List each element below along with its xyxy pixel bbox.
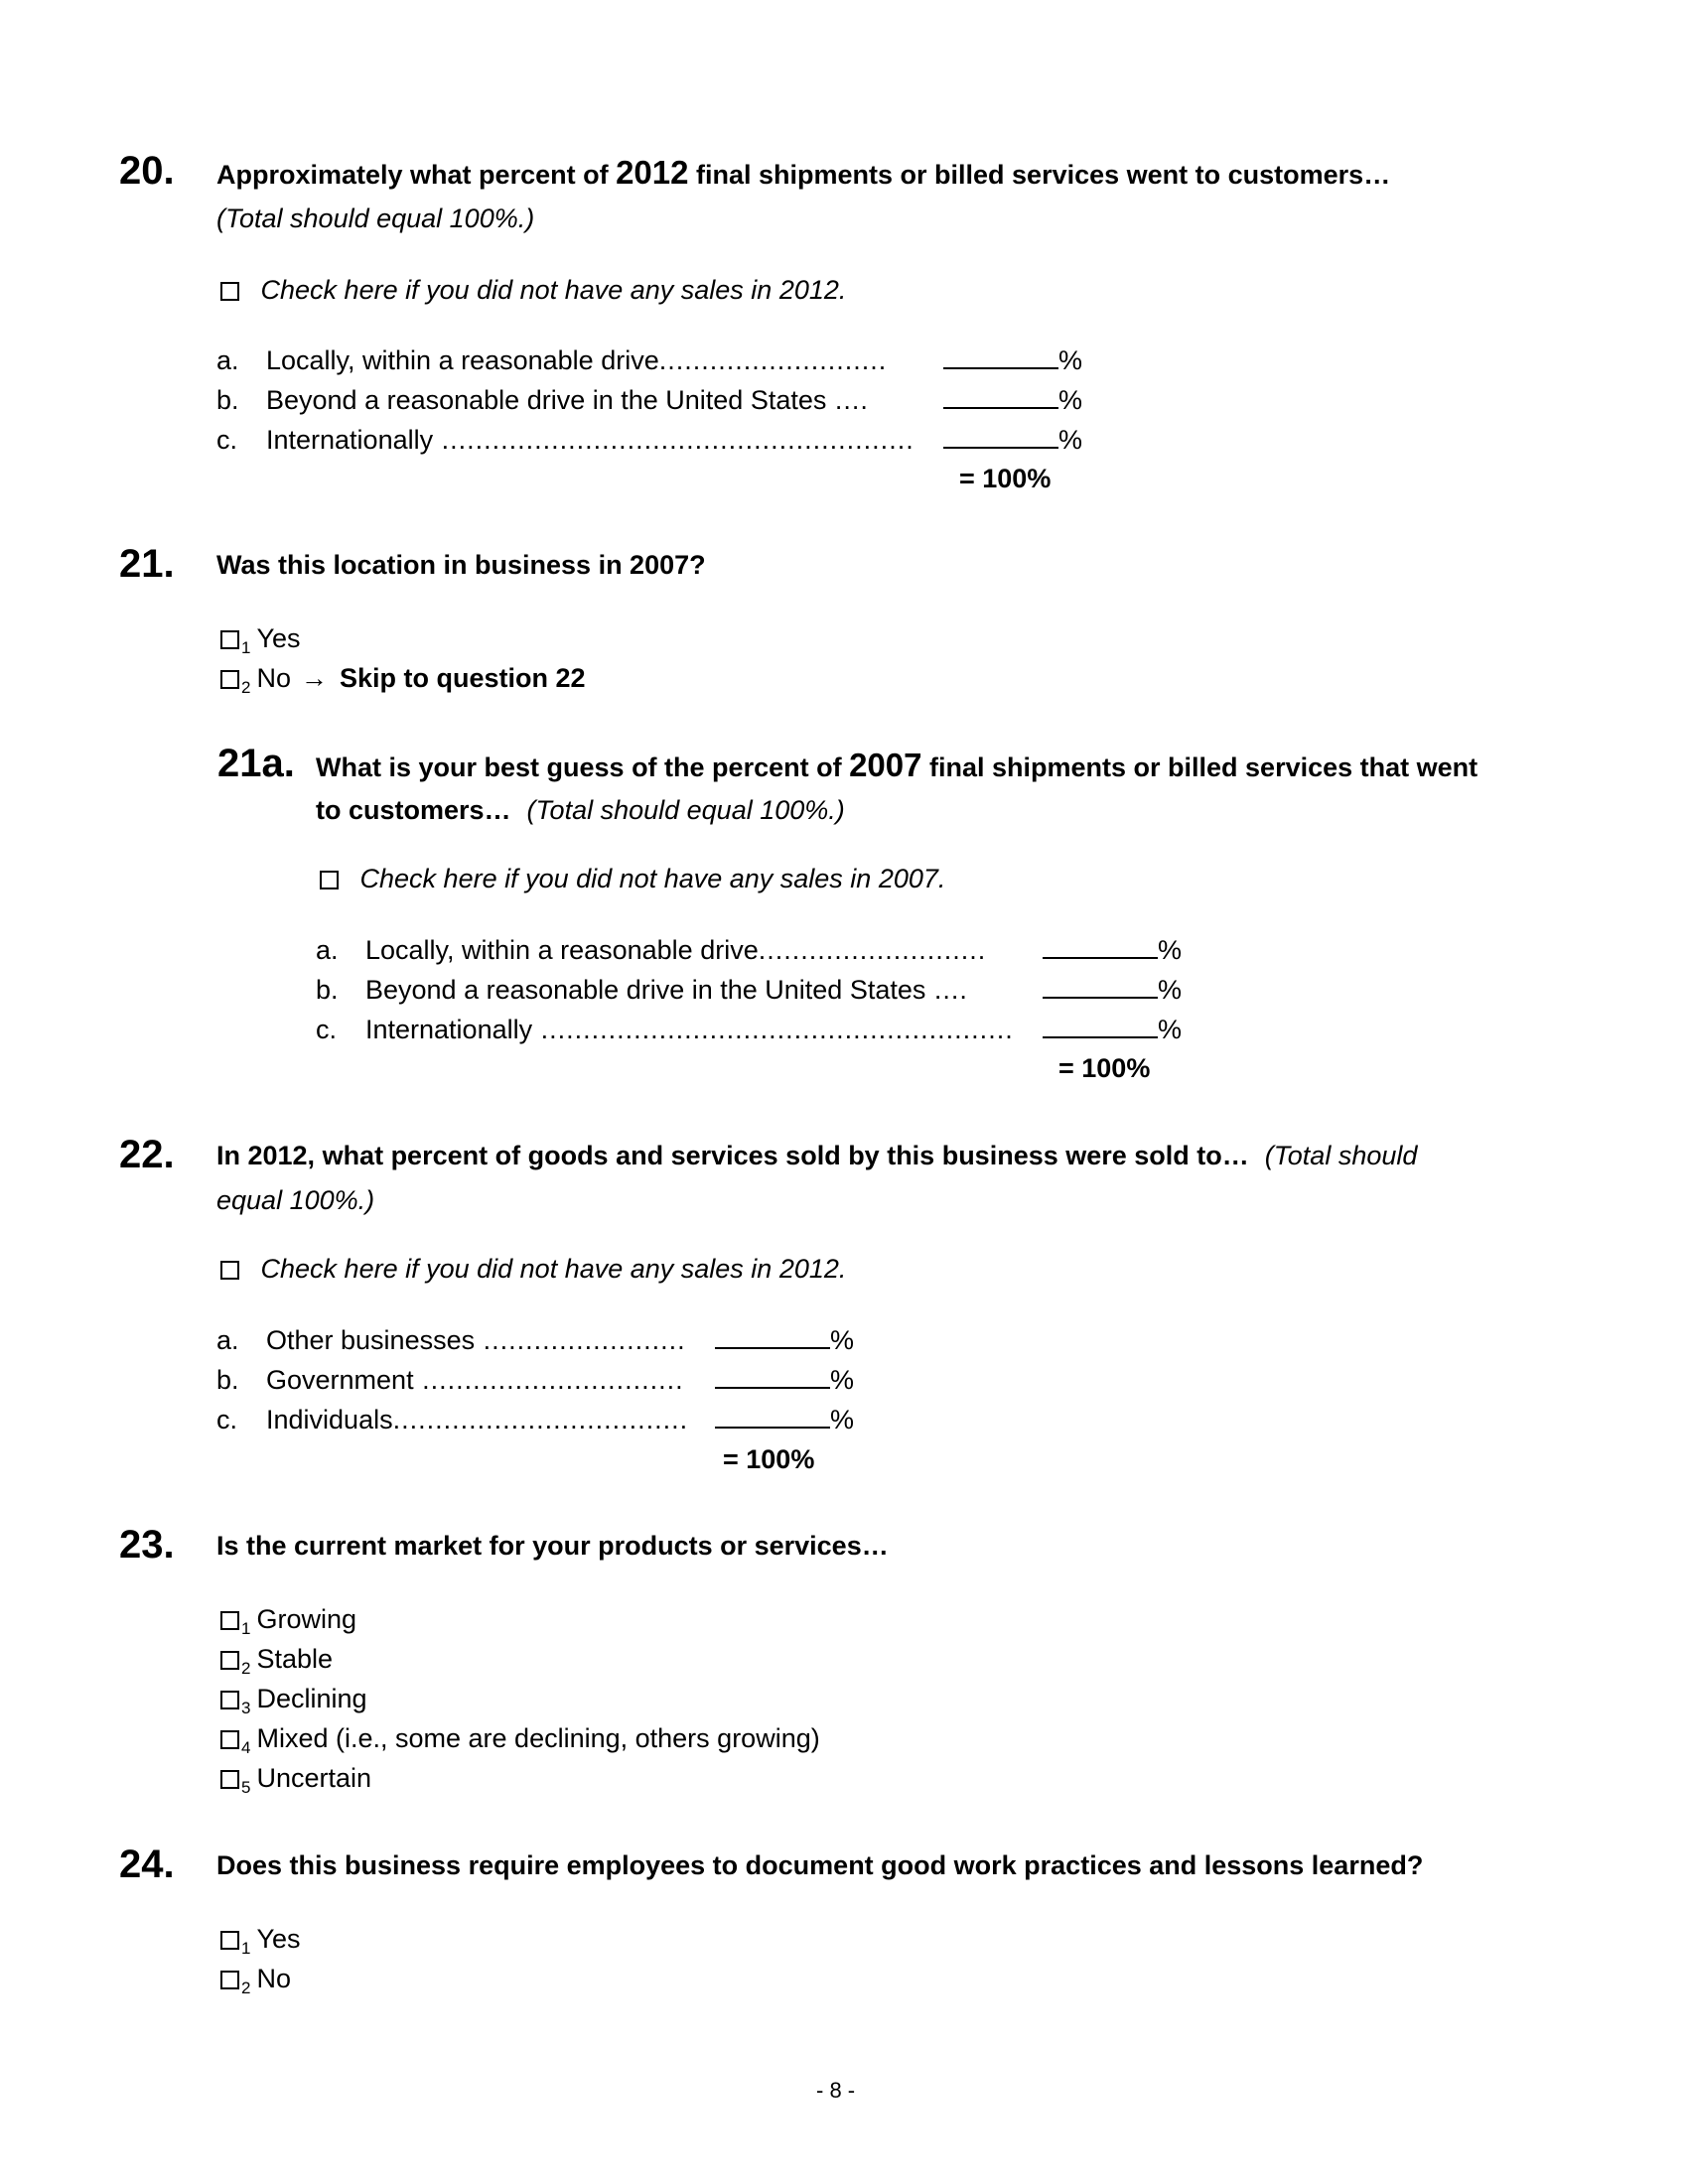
percent-input[interactable] xyxy=(715,1323,830,1349)
percent-sign: % xyxy=(830,1405,855,1434)
question-number-23: 23. xyxy=(119,1523,175,1567)
no-sales-label: Check here if you did not have any sales in 2007. xyxy=(359,864,946,893)
option-label: No xyxy=(256,1964,291,1993)
question-20-total: = 100% xyxy=(959,464,1052,493)
percent-sign: % xyxy=(1158,935,1183,965)
option-code: 2 xyxy=(241,678,251,697)
item-letter: c. xyxy=(316,1015,338,1044)
question-22-note-line2: equal 100%.) xyxy=(216,1185,375,1215)
checkbox[interactable] xyxy=(220,282,239,301)
question-number-22: 22. xyxy=(119,1133,175,1176)
question-21a-note: (Total should equal 100%.) xyxy=(526,795,845,825)
option-code: 5 xyxy=(241,1778,251,1797)
item-row xyxy=(216,1323,854,1363)
question-21a-text-start: What is your best guess of the percent of xyxy=(316,752,850,782)
percent-sign: % xyxy=(830,1365,855,1395)
question-24-text: Does this business require employees to document good work practices and lessons learned? xyxy=(216,1850,1424,1880)
checkbox[interactable] xyxy=(220,670,239,689)
item-letter: b. xyxy=(316,975,339,1005)
option-label: Stable xyxy=(256,1644,334,1674)
item-letter: b. xyxy=(216,1365,239,1395)
question-22-no-sales-option[interactable] xyxy=(220,1253,846,1285)
arrow-right-icon: → xyxy=(300,663,328,693)
percent-input[interactable] xyxy=(943,423,1058,449)
option-code: 2 xyxy=(241,1979,251,1997)
percent-input[interactable] xyxy=(715,1363,830,1389)
question-20-items xyxy=(216,343,1082,463)
option-code: 4 xyxy=(241,1738,251,1757)
question-20-text xyxy=(216,154,1391,191)
question-21-option-no[interactable] xyxy=(220,662,586,704)
question-20-year: 2012 xyxy=(616,154,689,191)
question-23-option-declining[interactable] xyxy=(220,1683,820,1722)
question-21a-text-line2 xyxy=(316,794,845,826)
question-20-text-end: final shipments or billed services went to customers… xyxy=(688,160,1391,190)
no-sales-label: Check here if you did not have any sales in 2012. xyxy=(260,1254,847,1284)
no-sales-label: Check here if you did not have any sales in 2012. xyxy=(260,275,847,305)
item-label: Internationally ........................................................ xyxy=(365,1015,1014,1044)
item-label: Beyond a reasonable drive in the United States .... xyxy=(266,385,869,415)
percent-sign: % xyxy=(1058,345,1083,375)
question-22-text: In 2012, what percent of goods and services sold by this business were sold to… xyxy=(216,1141,1249,1170)
checkbox[interactable] xyxy=(220,1971,239,1989)
item-label: Government ............................... xyxy=(266,1365,684,1395)
option-label: Uncertain xyxy=(256,1763,372,1793)
percent-sign: % xyxy=(1058,425,1083,455)
question-22-note: (Total should xyxy=(1264,1141,1418,1170)
question-20-no-sales-option[interactable] xyxy=(220,274,846,306)
question-number-21: 21. xyxy=(119,542,175,586)
question-24-options xyxy=(220,1923,301,2002)
question-21-option-yes[interactable] xyxy=(220,622,301,664)
item-row xyxy=(216,1363,854,1403)
item-row xyxy=(216,343,1082,383)
question-23-option-mixed[interactable] xyxy=(220,1722,820,1762)
option-label: Growing xyxy=(256,1604,357,1634)
option-label: No xyxy=(256,663,291,693)
item-row xyxy=(216,1403,854,1442)
question-22-text-line1 xyxy=(216,1140,1417,1171)
question-24-option-yes[interactable] xyxy=(220,1923,301,1963)
question-23-option-uncertain[interactable] xyxy=(220,1762,820,1802)
percent-sign: % xyxy=(1158,1015,1183,1044)
question-21-text: Was this location in business in 2007? xyxy=(216,550,706,580)
checkbox[interactable] xyxy=(320,871,339,889)
percent-input[interactable] xyxy=(715,1403,830,1429)
item-label: Other businesses ........................ xyxy=(266,1325,686,1355)
item-letter: c. xyxy=(216,425,238,455)
percent-input[interactable] xyxy=(1043,973,1158,999)
question-number-24: 24. xyxy=(119,1843,175,1886)
question-23-option-growing[interactable] xyxy=(220,1603,820,1643)
page-number: - 8 - xyxy=(816,2078,856,2103)
option-label: Mixed (i.e., some are declining, others growing) xyxy=(256,1723,820,1753)
question-23-text: Is the current market for your products or services… xyxy=(216,1531,889,1561)
checkbox[interactable] xyxy=(220,1730,239,1749)
question-22-total: = 100% xyxy=(723,1444,815,1474)
checkbox[interactable] xyxy=(220,1651,239,1670)
percent-input[interactable] xyxy=(1043,1013,1158,1038)
option-code: 1 xyxy=(241,1939,251,1958)
percent-input[interactable] xyxy=(943,343,1058,369)
option-code: 1 xyxy=(241,638,251,657)
checkbox[interactable] xyxy=(220,1770,239,1789)
question-20-note: (Total should equal 100%.) xyxy=(216,204,535,233)
percent-input[interactable] xyxy=(943,383,1058,409)
item-letter: a. xyxy=(216,1325,239,1355)
question-21a-items xyxy=(316,933,1182,1052)
skip-instruction: Skip to question 22 xyxy=(339,663,586,693)
item-label: Beyond a reasonable drive in the United States .... xyxy=(365,975,968,1005)
question-21a-text-end: final shipments or billed services that went xyxy=(921,752,1478,782)
question-number-21a: 21a. xyxy=(217,742,295,785)
item-row xyxy=(316,933,1182,973)
percent-input[interactable] xyxy=(1043,933,1158,959)
item-label: Locally, within a reasonable drive........................... xyxy=(266,345,888,375)
item-letter: a. xyxy=(316,935,339,965)
checkbox[interactable] xyxy=(220,630,239,649)
option-label: Yes xyxy=(256,1924,301,1954)
item-letter: c. xyxy=(216,1405,238,1434)
question-21a-text xyxy=(316,747,1478,783)
question-20-text-start: Approximately what percent of xyxy=(216,160,617,190)
item-label: Individuals................................... xyxy=(266,1405,689,1434)
question-number-20: 20. xyxy=(119,149,175,193)
checkbox[interactable] xyxy=(220,1691,239,1709)
item-letter: a. xyxy=(216,345,239,375)
question-22-items xyxy=(216,1323,854,1442)
checkbox[interactable] xyxy=(220,1611,239,1630)
item-label: Locally, within a reasonable drive........................... xyxy=(365,935,987,965)
item-letter: b. xyxy=(216,385,239,415)
checkbox[interactable] xyxy=(220,1931,239,1950)
item-row xyxy=(316,973,1182,1013)
question-21a-year: 2007 xyxy=(849,747,922,783)
item-row xyxy=(216,383,1082,423)
question-24-option-no[interactable] xyxy=(220,1963,301,2002)
question-23-options xyxy=(220,1603,820,1802)
question-21a-no-sales-option[interactable] xyxy=(320,863,945,894)
percent-sign: % xyxy=(830,1325,855,1355)
question-21a-total: = 100% xyxy=(1058,1053,1151,1083)
option-code: 1 xyxy=(241,1619,251,1638)
item-row xyxy=(216,423,1082,463)
percent-sign: % xyxy=(1158,975,1183,1005)
question-21a-text-continued: to customers… xyxy=(316,795,511,825)
option-label: Yes xyxy=(256,623,301,653)
item-row xyxy=(316,1013,1182,1052)
option-code: 3 xyxy=(241,1699,251,1717)
percent-sign: % xyxy=(1058,385,1083,415)
option-label: Declining xyxy=(256,1684,367,1713)
option-code: 2 xyxy=(241,1659,251,1678)
checkbox[interactable] xyxy=(220,1261,239,1280)
item-label: Internationally ........................................................ xyxy=(266,425,914,455)
question-23-option-stable[interactable] xyxy=(220,1643,820,1683)
